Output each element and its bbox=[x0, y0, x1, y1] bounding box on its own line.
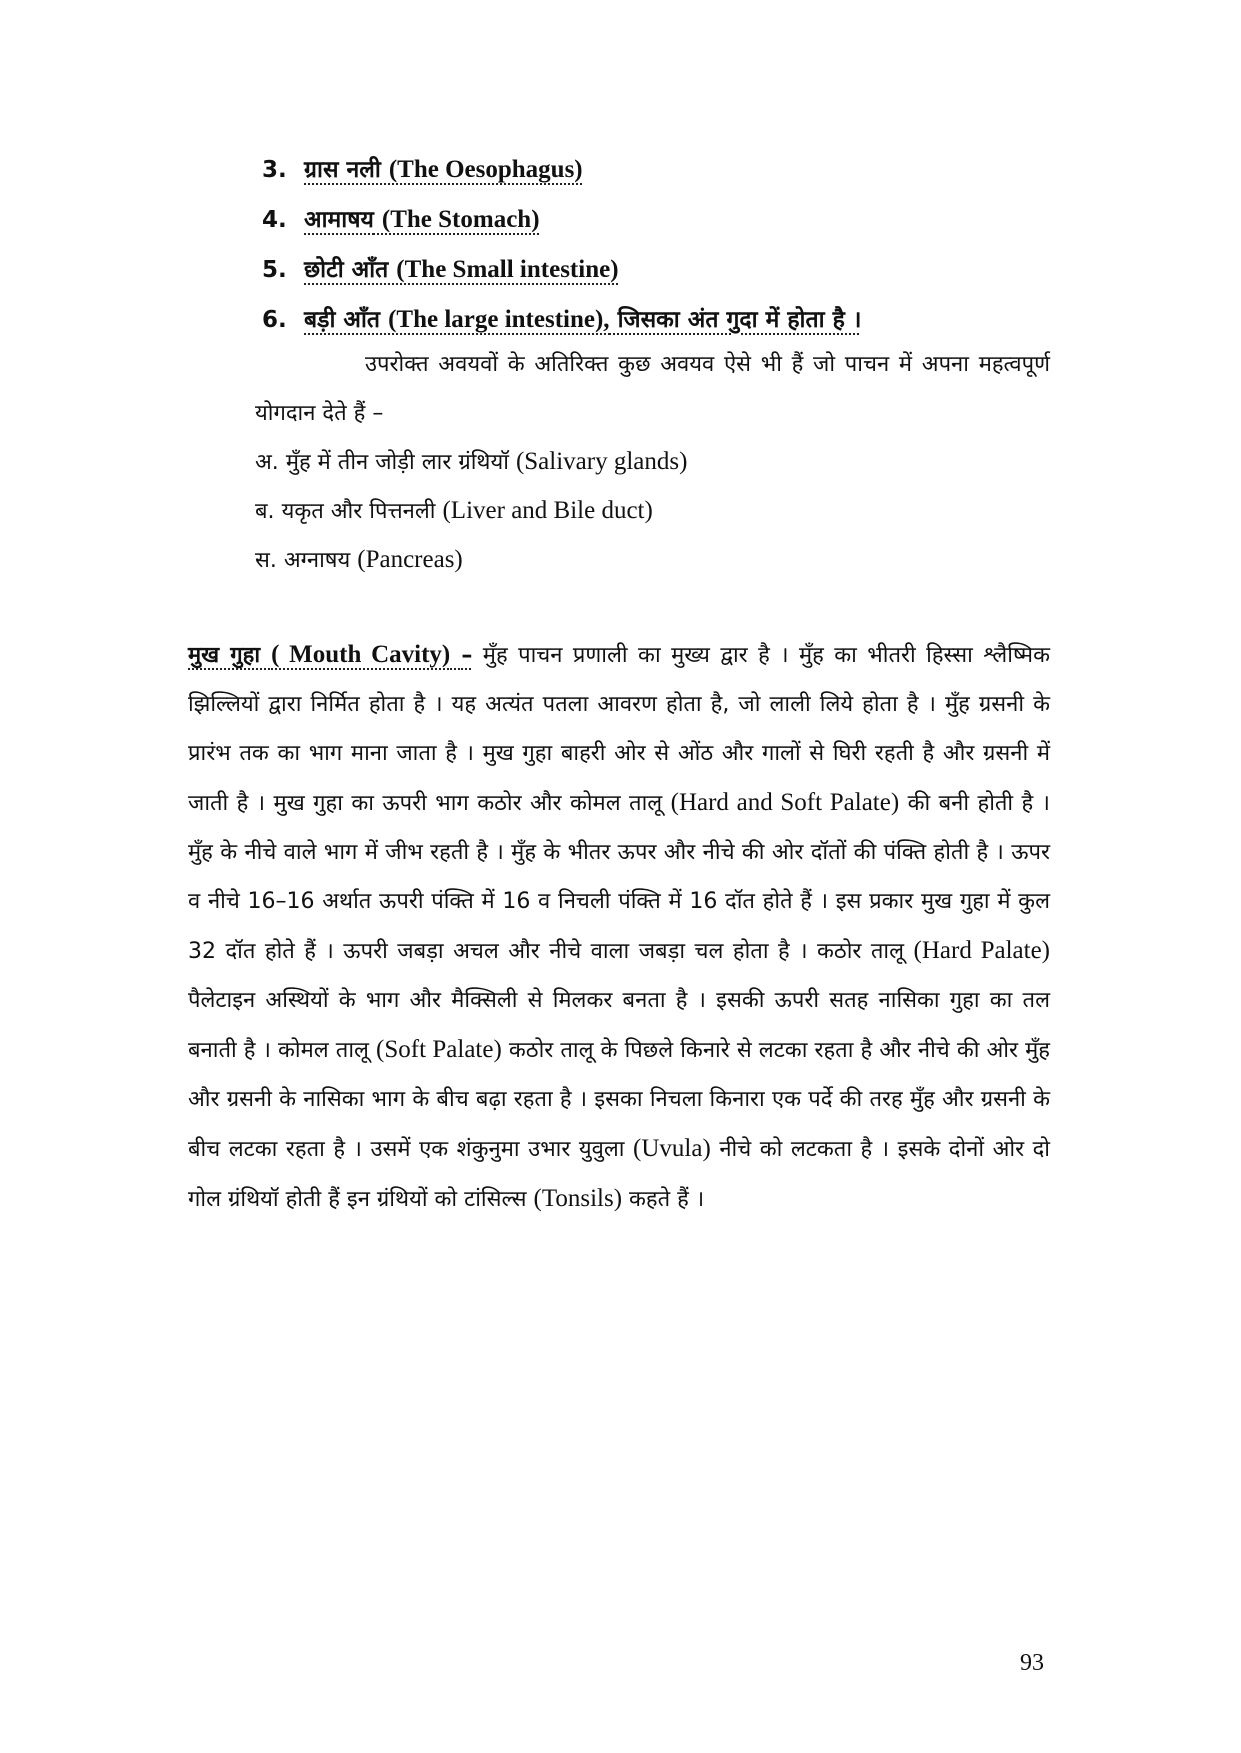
list-text: यकृत और पित्तनली bbox=[281, 499, 436, 524]
page-number: 93 bbox=[1020, 1650, 1044, 1676]
list-heading: छोटी ऑंत (The Small intestine) bbox=[304, 256, 619, 283]
list-item bbox=[255, 437, 687, 486]
list-item bbox=[262, 248, 862, 298]
accessory-organ-list bbox=[255, 437, 687, 584]
list-heading: बड़ी ऑंत (The large intestine), जिसका अंत गुदा में होता है । bbox=[304, 306, 862, 333]
english-term: (Hard Palate) bbox=[913, 937, 1050, 964]
english-term: (Soft Palate) bbox=[376, 1036, 502, 1063]
list-item bbox=[255, 486, 687, 535]
list-item bbox=[262, 148, 862, 198]
body-text: पैलेटाइन अस्थियों के भाग और मैक्सिली से मिलकर बनता है । इसकी ऊपरी सतह नासिका गुहा का तल बनाती है । कोमल तालू bbox=[188, 988, 1050, 1063]
list-number: 5. bbox=[262, 257, 287, 283]
list-marker: ब. bbox=[255, 499, 275, 524]
body-text: कठोर तालू के पिछले किनारे से लटका रहता है और नीचे की ओर मुँह और ग्रसनी के नासिका भाग के बीच बढ़ा रहता है । इसका निचला किनारा एक पर्दे की तरह मुँह और ग्रसनी के बीच लटका रहता है । उसमें एक शंकुनुमा उभार युवुला bbox=[188, 1038, 1050, 1162]
list-item bbox=[262, 198, 862, 248]
list-heading: ग्रास नली (The Oesophagus) bbox=[304, 156, 583, 183]
list-marker: स. bbox=[255, 548, 277, 573]
list-text: अग्नाषय bbox=[283, 548, 351, 573]
body-text: की बनी होती है । मुँह के नीचे वाले भाग में जीभ रहती है । मुँह के भीतर ऊपर और नीचे की ओर दॉतों की पंक्ति होती है । ऊपर व नीचे 16–16 अर्थात ऊपरी पंक्ति में 16 व निचली पंक्ति में 16 दॉत होते हैं । इस प्रकार मुख गुहा में कुल 32 दॉत होते हैं । ऊपरी जबड़ा अचल और नीचे वाला जबड़ा चल होता है । कठोर तालू bbox=[188, 791, 1051, 964]
english-term: (Uvula) bbox=[633, 1135, 711, 1162]
list-number: 3. bbox=[262, 157, 287, 183]
section-heading: मुख गुहा ( Mouth Cavity) – bbox=[188, 641, 473, 668]
list-english: (Pancreas) bbox=[357, 546, 463, 573]
mouth-cavity-paragraph bbox=[188, 630, 1050, 1224]
body-text: कहते हैं । bbox=[622, 1187, 705, 1212]
list-text: मुँह में तीन जोड़ी लार ग्रंथियॉ bbox=[285, 450, 509, 475]
list-english: (Salivary glands) bbox=[515, 448, 688, 475]
body-text: नीचे को लटकता है । इसके दोनों ओर दो गोल ग्रंथियॉ होती हैं इन ग्रंथियों को टांसिल्स bbox=[188, 1137, 1051, 1212]
intro-paragraph: उपरोक्त अवयवों के अतिरिक्त कुछ अवयव ऐसे भी हैं जो पाचन में अपना महत्वपूर्ण योगदान देते हैं – bbox=[255, 352, 1050, 426]
list-english: (Liver and Bile duct) bbox=[442, 497, 653, 524]
list-number: 4. bbox=[262, 207, 287, 233]
english-term: (Tonsils) bbox=[533, 1185, 623, 1212]
list-number: 6. bbox=[262, 307, 287, 333]
list-marker: अ. bbox=[255, 450, 279, 475]
section-body bbox=[188, 643, 1050, 1212]
list-heading: आमाषय (The Stomach) bbox=[304, 206, 540, 233]
body-text: मुँह पाचन प्रणाली का मुख्य द्वार है । मुँह का भीतरी हिस्सा श्लैष्मिक झिल्लियों द्वारा निर्मित होता है । यह अत्यंत पतला आवरण होता है, जो लाली लिये होता है । मुँह ग्रसनी के प्रारंभ तक का भाग माना जाता है । मुख गुहा बाहरी ओर से ओंठ और गालों से घिरी रहती है और ग्रसनी में जाती है । मुख गुहा का ऊपरी भाग कठोर और कोमल तालू bbox=[188, 643, 1050, 816]
list-item bbox=[255, 535, 687, 584]
organ-list bbox=[262, 148, 862, 348]
english-term: (Hard and Soft Palate) bbox=[670, 789, 900, 816]
